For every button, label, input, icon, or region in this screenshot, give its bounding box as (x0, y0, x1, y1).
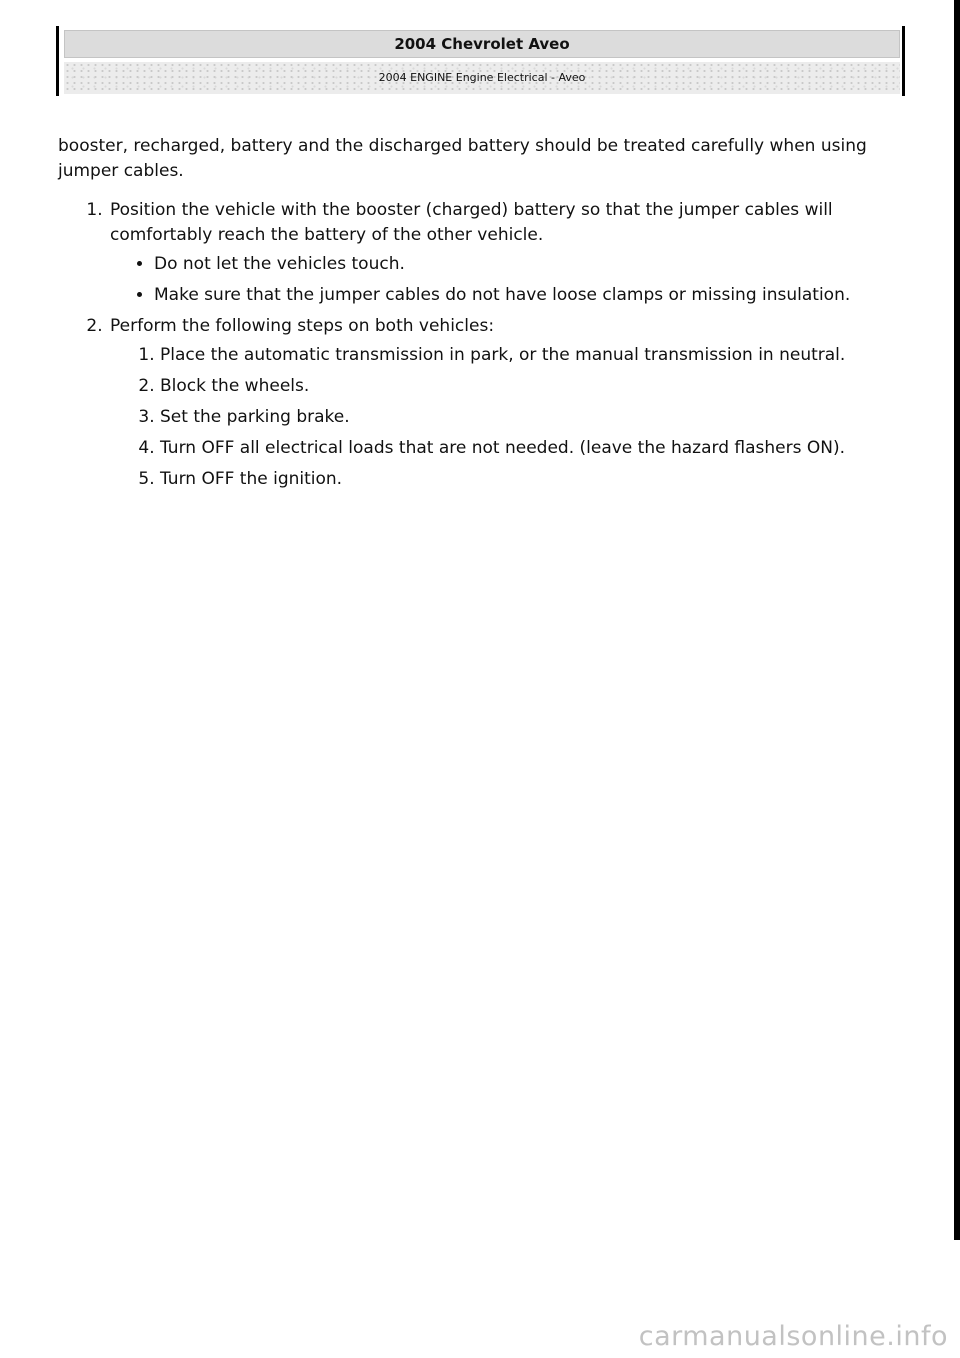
document-title: 2004 Chevrolet Aveo (64, 30, 900, 58)
step-item (108, 314, 903, 492)
page-edge-bar (954, 0, 960, 1240)
watermark: carmanualsonline.info (638, 1321, 948, 1352)
document-subtitle: 2004 ENGINE Engine Electrical - Aveo (64, 62, 900, 94)
bullet-item: • Do not let the vehicles touch. (154, 252, 903, 277)
substep-item: 5. Turn OFF the ignition. (160, 467, 903, 492)
bullet-item: • Make sure that the jumper cables do not have loose clamps or missing insulation. (154, 283, 903, 308)
step-item (108, 198, 903, 308)
document-body (58, 134, 903, 498)
step-text: Position the vehicle with the booster (charged) battery so that the jumper cables will comfortably reach the battery of the other vehicle. (110, 200, 833, 245)
header-left-rule (56, 26, 59, 96)
header-right-rule (902, 26, 905, 96)
substeps-list (110, 343, 903, 492)
substep-item: 4. Turn OFF all electrical loads that are not needed. (leave the hazard flashers ON). (160, 436, 903, 461)
step-text: Perform the following steps on both vehicles: (110, 316, 495, 336)
intro-paragraph: booster, recharged, battery and the discharged battery should be treated carefully when using jumper cables. (58, 136, 867, 181)
steps-list (58, 198, 903, 492)
substep-item: 2. Block the wheels. (160, 374, 903, 399)
substep-item: 1. Place the automatic transmission in park, or the manual transmission in neutral. (160, 343, 903, 368)
step-bullets (110, 252, 903, 308)
substep-item: 3. Set the parking brake. (160, 405, 903, 430)
